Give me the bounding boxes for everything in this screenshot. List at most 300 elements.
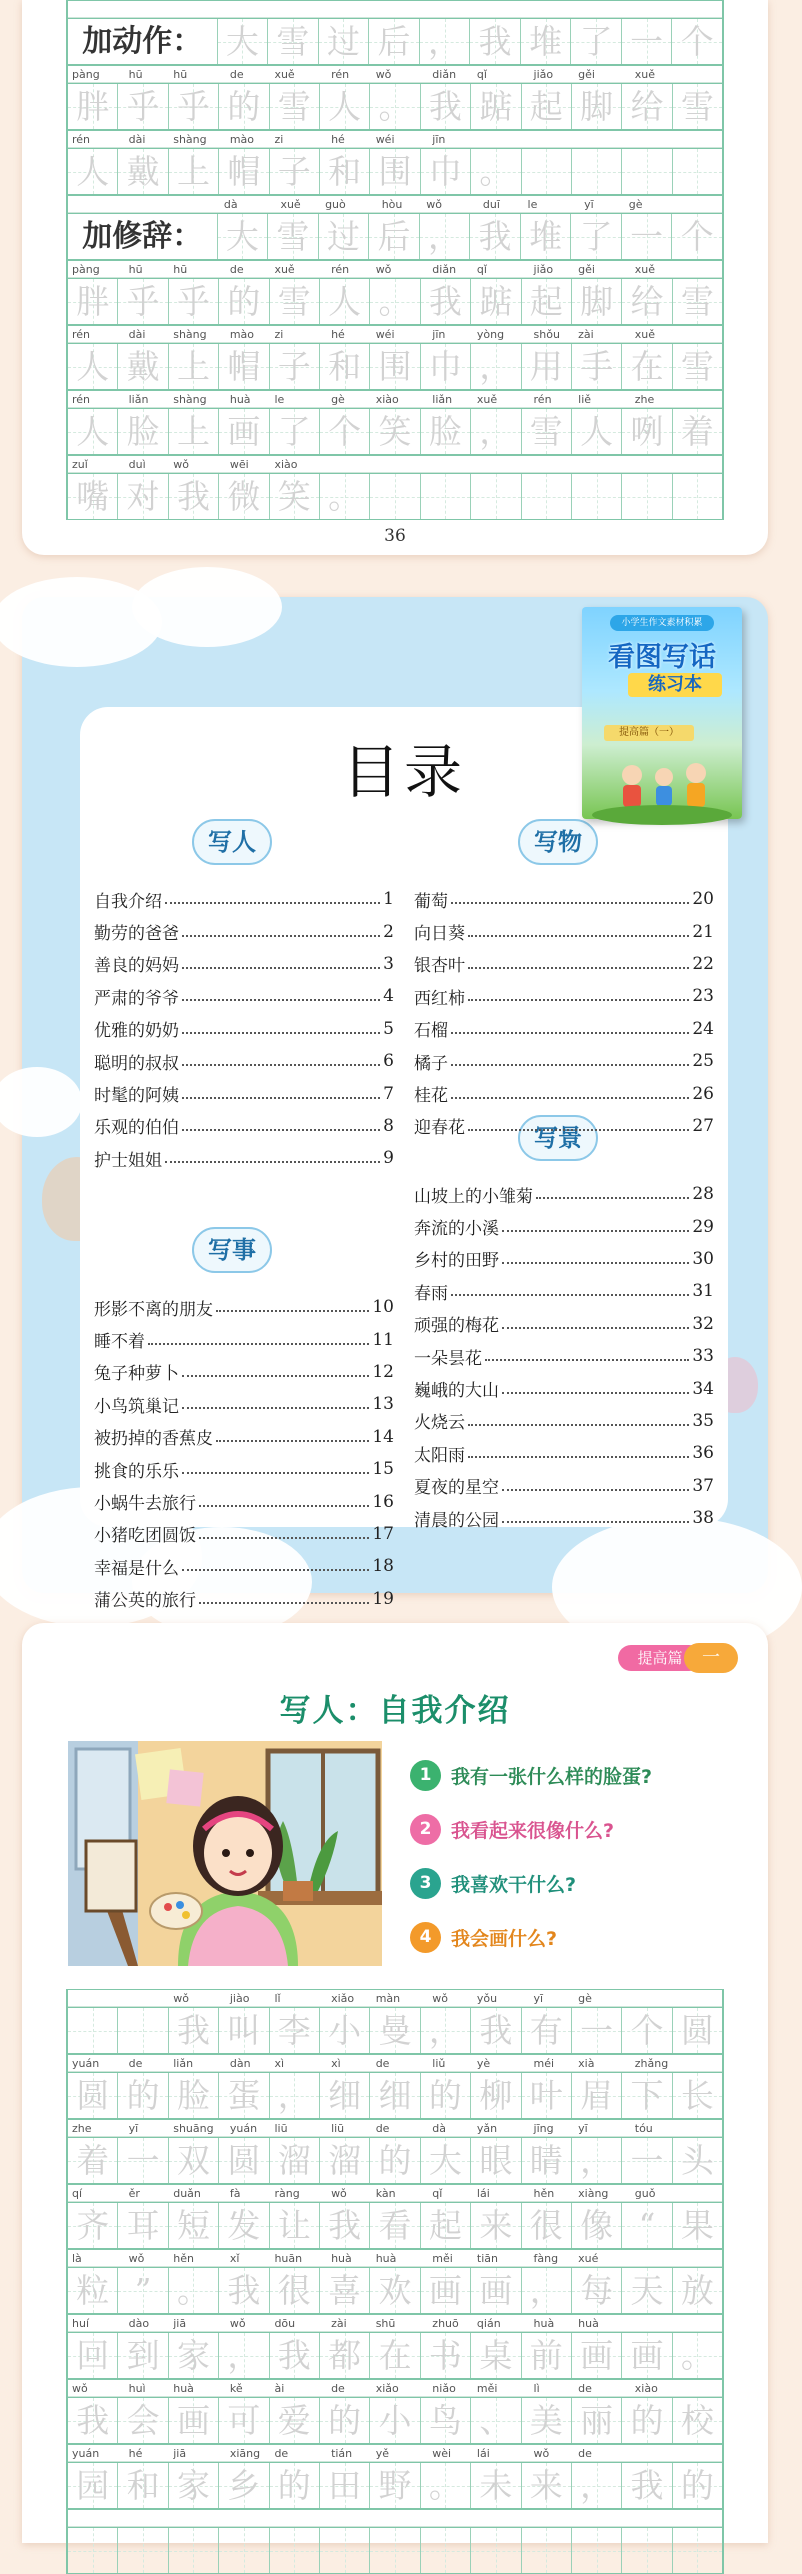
character-cell[interactable] xyxy=(622,2463,672,2508)
character-cell[interactable] xyxy=(369,19,420,64)
character-cell[interactable] xyxy=(572,344,622,389)
toc-leader-dots xyxy=(182,1129,380,1131)
character-cell[interactable] xyxy=(622,2333,672,2378)
character-cell[interactable] xyxy=(270,344,320,389)
toc-entry[interactable] xyxy=(94,1323,394,1355)
character-cell[interactable] xyxy=(471,2008,521,2053)
toc-entry[interactable] xyxy=(94,1583,394,1615)
toc-entry[interactable] xyxy=(414,1308,714,1340)
toc-entry[interactable] xyxy=(94,1421,394,1453)
character-cell[interactable] xyxy=(370,2268,420,2313)
character-cell[interactable] xyxy=(169,2268,219,2313)
character-cell[interactable] xyxy=(118,2463,168,2508)
character-cell[interactable] xyxy=(421,2008,471,2053)
character-cell[interactable] xyxy=(421,2463,471,2508)
character-cell[interactable] xyxy=(219,2203,269,2248)
character-cell[interactable] xyxy=(219,2528,269,2573)
pinyin-text: jiào xyxy=(229,1992,250,2005)
character-cell[interactable] xyxy=(270,2008,320,2053)
character-cell[interactable] xyxy=(673,2203,722,2248)
character-cell[interactable] xyxy=(572,2138,622,2183)
trace-character: 像 xyxy=(580,2206,614,2245)
character-cell[interactable] xyxy=(572,2268,622,2313)
character-cell[interactable] xyxy=(118,279,168,324)
character-cell[interactable] xyxy=(622,2398,672,2443)
character-cell[interactable] xyxy=(219,344,269,389)
character-cell[interactable] xyxy=(219,409,269,454)
toc-entry[interactable] xyxy=(414,1077,714,1109)
trace-character: ， xyxy=(580,2466,614,2505)
character-cell[interactable] xyxy=(169,409,219,454)
character-cell[interactable] xyxy=(420,19,471,64)
character-cell[interactable] xyxy=(421,2203,471,2248)
toc-entry[interactable] xyxy=(414,1372,714,1404)
character-cell[interactable] xyxy=(219,149,269,194)
toc-column-xiejing xyxy=(414,1178,714,1534)
character-cell[interactable] xyxy=(421,2138,471,2183)
character-cell[interactable] xyxy=(522,2138,572,2183)
character-cell[interactable] xyxy=(370,279,420,324)
character-cell[interactable] xyxy=(169,2203,219,2248)
character-cell[interactable] xyxy=(68,474,118,519)
character-cell[interactable] xyxy=(118,2398,168,2443)
toc-entry[interactable] xyxy=(414,1210,714,1242)
character-cell[interactable] xyxy=(522,344,572,389)
character-cell[interactable] xyxy=(622,214,673,259)
character-cell[interactable] xyxy=(118,2333,168,2378)
toc-entry[interactable] xyxy=(414,1178,714,1210)
character-cell[interactable] xyxy=(118,2203,168,2248)
character-cell[interactable] xyxy=(218,214,269,259)
character-cell[interactable] xyxy=(370,84,420,129)
character-cell[interactable] xyxy=(68,2528,118,2573)
character-cell[interactable] xyxy=(320,409,370,454)
character-cell[interactable] xyxy=(470,19,521,64)
pinyin-text: xuě xyxy=(280,198,301,211)
character-cell[interactable] xyxy=(169,2008,219,2053)
character-cell[interactable] xyxy=(169,279,219,324)
character-cell[interactable] xyxy=(169,84,219,129)
pinyin-text: hòu xyxy=(381,198,403,211)
character-cell[interactable] xyxy=(471,279,521,324)
character-cell[interactable] xyxy=(270,409,320,454)
character-cell[interactable] xyxy=(572,2528,622,2573)
character-cell[interactable] xyxy=(68,2008,118,2053)
character-cell[interactable] xyxy=(68,2333,118,2378)
toc-entry[interactable] xyxy=(94,1518,394,1550)
character-cell[interactable] xyxy=(572,149,622,194)
character-cell[interactable] xyxy=(622,19,673,64)
character-cell[interactable] xyxy=(471,474,521,519)
character-cell[interactable] xyxy=(320,474,370,519)
character-cell[interactable] xyxy=(673,2138,722,2183)
character-cell[interactable] xyxy=(118,2528,168,2573)
character-cell[interactable] xyxy=(370,409,420,454)
toc-entry[interactable] xyxy=(94,1045,394,1077)
trace-character: 帽 xyxy=(227,152,261,191)
character-cell[interactable] xyxy=(522,2268,572,2313)
grid-row xyxy=(66,455,724,520)
character-cell[interactable] xyxy=(270,149,320,194)
character-cell[interactable] xyxy=(421,2268,471,2313)
character-cell[interactable] xyxy=(320,2333,370,2378)
character-cell[interactable] xyxy=(673,84,722,129)
pinyin-text: yě xyxy=(375,2447,389,2460)
toc-page-number: 3 xyxy=(383,953,394,974)
character-cell[interactable] xyxy=(421,409,471,454)
character-cell[interactable] xyxy=(270,2203,320,2248)
character-cell[interactable] xyxy=(118,2268,168,2313)
toc-entry[interactable] xyxy=(94,1550,394,1582)
character-cell[interactable] xyxy=(370,149,420,194)
toc-entry[interactable] xyxy=(414,1013,714,1045)
character-cell[interactable] xyxy=(219,279,269,324)
character-cell[interactable] xyxy=(118,2073,168,2118)
character-cell[interactable] xyxy=(572,2203,622,2248)
character-cell[interactable] xyxy=(219,2073,269,2118)
character-cell[interactable] xyxy=(118,344,168,389)
question-text-4: 我会画什么? xyxy=(451,1927,558,1950)
character-cell[interactable] xyxy=(622,2138,672,2183)
character-cell[interactable] xyxy=(320,2008,370,2053)
character-cell[interactable] xyxy=(572,2398,622,2443)
character-cell[interactable] xyxy=(421,84,471,129)
character-cell[interactable] xyxy=(320,2138,370,2183)
character-cell[interactable] xyxy=(68,279,118,324)
toc-page-number: 13 xyxy=(372,1394,394,1415)
character-cell[interactable] xyxy=(572,409,622,454)
character-cell[interactable] xyxy=(471,2138,521,2183)
character-cell[interactable] xyxy=(270,2528,320,2573)
page-number: 36 xyxy=(384,526,406,546)
character-cell[interactable] xyxy=(522,2398,572,2443)
toc-entry[interactable] xyxy=(414,1405,714,1437)
character-cell[interactable] xyxy=(622,149,672,194)
character-cell[interactable] xyxy=(320,2528,370,2573)
character-cell[interactable] xyxy=(673,279,722,324)
character-cell[interactable] xyxy=(219,2138,269,2183)
toc-entry[interactable] xyxy=(94,1291,394,1323)
toc-entry[interactable] xyxy=(94,1013,394,1045)
character-cell[interactable] xyxy=(470,214,521,259)
pinyin-text: liě xyxy=(578,393,592,406)
character-cell[interactable] xyxy=(522,279,572,324)
character-cell[interactable] xyxy=(572,2008,622,2053)
character-cell[interactable] xyxy=(319,19,370,64)
character-cell[interactable] xyxy=(270,84,320,129)
toc-entry[interactable] xyxy=(414,1502,714,1534)
toc-entry[interactable] xyxy=(94,1453,394,1485)
character-cell[interactable] xyxy=(169,2463,219,2508)
character-cell[interactable] xyxy=(572,2073,622,2118)
toc-entry[interactable] xyxy=(414,980,714,1012)
character-cell[interactable] xyxy=(471,2268,521,2313)
character-cell[interactable] xyxy=(169,2073,219,2118)
toc-entry[interactable] xyxy=(94,1356,394,1388)
character-cell[interactable] xyxy=(68,2138,118,2183)
character-cell[interactable] xyxy=(522,409,572,454)
toc-entry-title: 清晨的公园 xyxy=(414,1510,499,1531)
trace-character: 后 xyxy=(377,22,411,61)
character-cell[interactable] xyxy=(68,2268,118,2313)
toc-entry[interactable] xyxy=(414,1110,714,1142)
character-cell[interactable] xyxy=(118,149,168,194)
character-cell[interactable] xyxy=(572,84,622,129)
toc-entry[interactable] xyxy=(414,1437,714,1469)
character-cell[interactable] xyxy=(370,2398,420,2443)
character-cell[interactable] xyxy=(522,2333,572,2378)
character-cell[interactable] xyxy=(270,474,320,519)
character-cell[interactable] xyxy=(219,2463,269,2508)
toc-entry[interactable] xyxy=(94,948,394,980)
character-cell[interactable] xyxy=(370,2333,420,2378)
character-cell[interactable] xyxy=(421,2528,471,2573)
character-cell[interactable] xyxy=(522,2463,572,2508)
character-cell[interactable] xyxy=(421,2333,471,2378)
trace-character: 个 xyxy=(680,22,714,61)
character-cell[interactable] xyxy=(270,279,320,324)
toc-entry[interactable] xyxy=(414,915,714,947)
pinyin-text: de xyxy=(578,2382,592,2395)
character-cell[interactable] xyxy=(68,2398,118,2443)
toc-leader-dots xyxy=(165,1161,380,1163)
character-cell[interactable] xyxy=(673,2073,722,2118)
toc-entry[interactable] xyxy=(414,1045,714,1077)
character-cell[interactable] xyxy=(421,279,471,324)
character-cell[interactable] xyxy=(118,84,168,129)
character-cell[interactable] xyxy=(370,2528,420,2573)
character-cell[interactable] xyxy=(219,2268,269,2313)
pinyin-text: hěn xyxy=(173,2252,194,2265)
character-cell[interactable] xyxy=(68,344,118,389)
character-cell[interactable] xyxy=(521,214,572,259)
character-cell[interactable] xyxy=(471,2398,521,2443)
character-cell[interactable] xyxy=(622,474,672,519)
character-cell[interactable] xyxy=(118,409,168,454)
character-cell[interactable] xyxy=(320,344,370,389)
character-cell[interactable] xyxy=(522,2203,572,2248)
character-cell[interactable] xyxy=(370,474,420,519)
character-cell[interactable] xyxy=(622,344,672,389)
character-cell[interactable] xyxy=(673,2528,722,2573)
character-cell[interactable] xyxy=(622,409,672,454)
character-cell[interactable] xyxy=(270,2398,320,2443)
character-cell[interactable] xyxy=(320,2203,370,2248)
toc-entry[interactable] xyxy=(414,1243,714,1275)
character-cell[interactable] xyxy=(68,2073,118,2118)
trace-character: 果 xyxy=(680,2206,714,2245)
toc-entry[interactable] xyxy=(414,1275,714,1307)
pinyin-text: xià xyxy=(578,2057,595,2070)
character-cell[interactable] xyxy=(319,214,370,259)
character-cell[interactable] xyxy=(673,2333,722,2378)
character-cell[interactable] xyxy=(673,409,722,454)
toc-entry[interactable] xyxy=(94,1485,394,1517)
character-cell[interactable] xyxy=(622,2528,672,2573)
toc-page-number: 17 xyxy=(372,1523,394,1544)
pinyin-text: rén xyxy=(72,328,91,341)
character-cell[interactable] xyxy=(370,2138,420,2183)
character-cell[interactable] xyxy=(219,84,269,129)
grid-row xyxy=(66,130,724,195)
trace-character: ， xyxy=(479,412,513,451)
character-cell[interactable] xyxy=(370,344,420,389)
character-cell[interactable] xyxy=(673,344,722,389)
character-cell[interactable] xyxy=(471,2203,521,2248)
character-cell[interactable] xyxy=(320,2463,370,2508)
character-cell[interactable] xyxy=(673,2463,722,2508)
toc-entry[interactable] xyxy=(94,915,394,947)
trace-character: 堆 xyxy=(529,22,563,61)
character-cell[interactable] xyxy=(320,2073,370,2118)
character-cell[interactable] xyxy=(572,2463,622,2508)
character-cell[interactable] xyxy=(169,344,219,389)
character-cell[interactable] xyxy=(219,2008,269,2053)
toc-leader-dots xyxy=(216,1310,369,1312)
trace-character: 了 xyxy=(579,217,613,256)
trace-character: 美 xyxy=(529,2401,563,2440)
pinyin-text: xuě xyxy=(634,328,656,341)
character-cell[interactable] xyxy=(169,149,219,194)
character-cell[interactable] xyxy=(471,409,521,454)
toc-entry[interactable] xyxy=(94,1388,394,1420)
character-cell[interactable] xyxy=(68,409,118,454)
character-cell[interactable] xyxy=(471,2333,521,2378)
character-cell[interactable] xyxy=(672,19,722,64)
toc-entry[interactable] xyxy=(94,980,394,1012)
character-cell[interactable] xyxy=(673,2008,722,2053)
character-cell[interactable] xyxy=(421,344,471,389)
character-cell[interactable] xyxy=(522,2528,572,2573)
character-cell[interactable] xyxy=(369,214,420,259)
character-cell[interactable] xyxy=(169,2398,219,2443)
pinyin-text: xuě xyxy=(634,68,656,81)
character-cell[interactable] xyxy=(471,344,521,389)
character-cell[interactable] xyxy=(270,2073,320,2118)
character-cell[interactable] xyxy=(118,2138,168,2183)
character-cell[interactable] xyxy=(571,19,622,64)
character-cell[interactable] xyxy=(370,2203,420,2248)
trace-character: 下 xyxy=(630,2076,664,2115)
character-cell[interactable] xyxy=(673,149,722,194)
trace-character: 人 xyxy=(580,412,614,451)
character-cell[interactable] xyxy=(268,19,319,64)
character-cell[interactable] xyxy=(622,2203,672,2248)
character-cell[interactable] xyxy=(672,214,722,259)
character-cell[interactable] xyxy=(622,279,672,324)
toc-entry[interactable] xyxy=(94,1077,394,1109)
character-cell[interactable] xyxy=(622,84,672,129)
character-cell[interactable] xyxy=(572,279,622,324)
trace-character: 围 xyxy=(378,152,412,191)
character-cell[interactable] xyxy=(622,2073,672,2118)
character-cell[interactable] xyxy=(421,474,471,519)
character-cell[interactable] xyxy=(270,2268,320,2313)
character-cell[interactable] xyxy=(68,84,118,129)
character-cell[interactable] xyxy=(522,2008,572,2053)
character-cell[interactable] xyxy=(622,2008,672,2053)
character-cell[interactable] xyxy=(169,2528,219,2573)
character-cell[interactable] xyxy=(218,19,269,64)
character-cell[interactable] xyxy=(219,2398,269,2443)
toc-entry[interactable] xyxy=(94,1110,394,1142)
character-cell[interactable] xyxy=(370,2463,420,2508)
character-cell[interactable] xyxy=(270,2138,320,2183)
pinyin-text: qǐ xyxy=(432,2187,443,2200)
trace-character: 后 xyxy=(377,217,411,256)
character-cell[interactable] xyxy=(68,149,118,194)
character-cell[interactable] xyxy=(421,2073,471,2118)
toc-page-number: 27 xyxy=(692,1115,714,1136)
character-cell[interactable] xyxy=(320,149,370,194)
character-cell[interactable] xyxy=(522,84,572,129)
toc-entry[interactable] xyxy=(414,1470,714,1502)
character-cell[interactable] xyxy=(421,149,471,194)
character-cell[interactable] xyxy=(320,84,370,129)
character-cell[interactable] xyxy=(471,149,521,194)
toc-entry[interactable] xyxy=(414,948,714,980)
toc-entry[interactable] xyxy=(414,1340,714,1372)
character-cell[interactable] xyxy=(571,214,622,259)
toc-leader-dots xyxy=(182,1407,369,1409)
character-cell[interactable] xyxy=(169,2333,219,2378)
row-label: 加修辞： xyxy=(68,214,218,259)
toc-entry[interactable] xyxy=(414,883,714,915)
toc-leader-dots xyxy=(468,935,689,937)
pinyin-line xyxy=(68,2509,722,2527)
character-cell[interactable] xyxy=(572,474,622,519)
character-cell[interactable] xyxy=(118,474,168,519)
character-cell[interactable] xyxy=(673,2398,722,2443)
character-cell[interactable] xyxy=(471,84,521,129)
character-cell[interactable] xyxy=(169,474,219,519)
character-cell[interactable] xyxy=(421,2398,471,2443)
character-cell[interactable] xyxy=(572,2333,622,2378)
toc-page-number: 34 xyxy=(692,1378,714,1399)
character-cell[interactable] xyxy=(521,19,572,64)
character-cell[interactable] xyxy=(219,474,269,519)
character-cell[interactable] xyxy=(320,2398,370,2443)
toc-entry-title: 顽强的梅花 xyxy=(414,1316,499,1337)
character-cell[interactable] xyxy=(118,2008,168,2053)
toc-entry[interactable] xyxy=(94,1142,394,1174)
character-cell[interactable] xyxy=(673,2268,722,2313)
character-cell[interactable] xyxy=(270,2333,320,2378)
character-cell[interactable] xyxy=(169,2138,219,2183)
character-cell[interactable] xyxy=(268,214,319,259)
character-cell[interactable] xyxy=(420,214,471,259)
character-cell[interactable] xyxy=(522,474,572,519)
character-cell[interactable] xyxy=(522,2073,572,2118)
character-cell[interactable] xyxy=(320,279,370,324)
trace-character: 小 xyxy=(328,2011,362,2050)
character-cell[interactable] xyxy=(471,2073,521,2118)
character-cell[interactable] xyxy=(471,2463,521,2508)
character-cell[interactable] xyxy=(270,2463,320,2508)
character-cell[interactable] xyxy=(320,2268,370,2313)
character-cell[interactable] xyxy=(370,2008,420,2053)
character-cell[interactable] xyxy=(673,474,722,519)
character-cell[interactable] xyxy=(370,2073,420,2118)
character-cell[interactable] xyxy=(622,2268,672,2313)
character-cells xyxy=(68,2462,722,2509)
character-cell[interactable] xyxy=(471,2528,521,2573)
character-cell[interactable] xyxy=(522,149,572,194)
toc-entry[interactable] xyxy=(94,883,394,915)
character-cell[interactable] xyxy=(219,2333,269,2378)
character-cell[interactable] xyxy=(68,2203,118,2248)
character-cell[interactable] xyxy=(68,2463,118,2508)
